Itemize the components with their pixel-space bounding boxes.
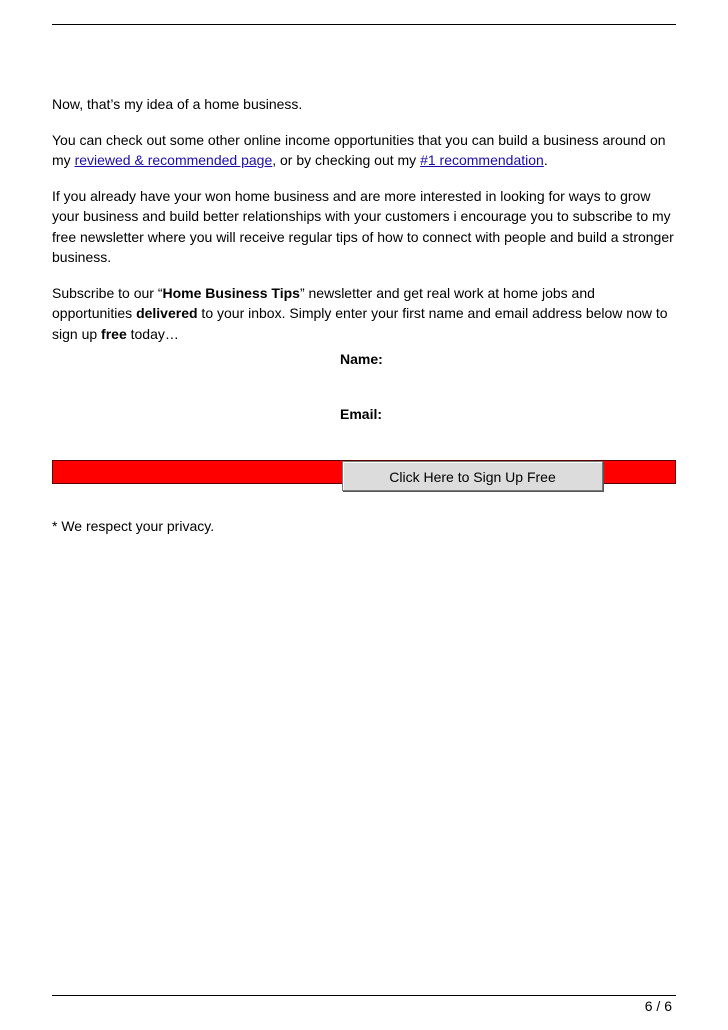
paragraph-text: to your inbox. Simply enter your first name and email address below now to sign up [52,305,668,342]
paragraph-text: If you already have your won home business and are more interested in looking for ways to grow your business and build better relationships with your customers i encourage you to subscribe to my free newsletter where you will receive regular tips of how to connect with people and build a stronger business. [52,187,674,265]
name-field-label: Name: [340,351,383,367]
emphasis-delivered: delivered [136,305,198,321]
paragraph-text: today… [126,325,179,342]
page-number: 6 / 6 [644,998,672,1014]
emphasis-free: free [101,325,127,342]
email-field-label: Email: [340,406,383,422]
paragraph-text: , or by checking out my [272,152,421,168]
paragraph-text: . [543,152,548,168]
header-rule [52,24,676,25]
article-body [52,94,676,359]
paragraph-text: Subscribe to our “ [52,284,163,301]
reviewed-recommended-link[interactable]: reviewed & recommended page [74,152,273,168]
paragraph-home-business [52,94,676,115]
footer-rule [52,995,676,996]
paragraph-text: You can check out some other online income opportunities that you can build a business around on my [52,131,666,168]
paragraph-opportunities [52,130,676,171]
paragraph-text: ” newsletter and get real work at home jobs and opportunities [52,284,595,321]
paragraph-newsletter-intro [52,186,676,268]
paragraph-text: Now, that’s my idea of a home business. [52,96,303,112]
sign-up-button[interactable]: Click Here to Sign Up Free [342,461,603,491]
newsletter-name: Home Business Tips [162,284,300,301]
privacy-note: * We respect your privacy. [52,518,215,534]
paragraph-subscribe [52,283,676,345]
top-recommendation-link[interactable]: #1 recommendation [420,152,544,168]
